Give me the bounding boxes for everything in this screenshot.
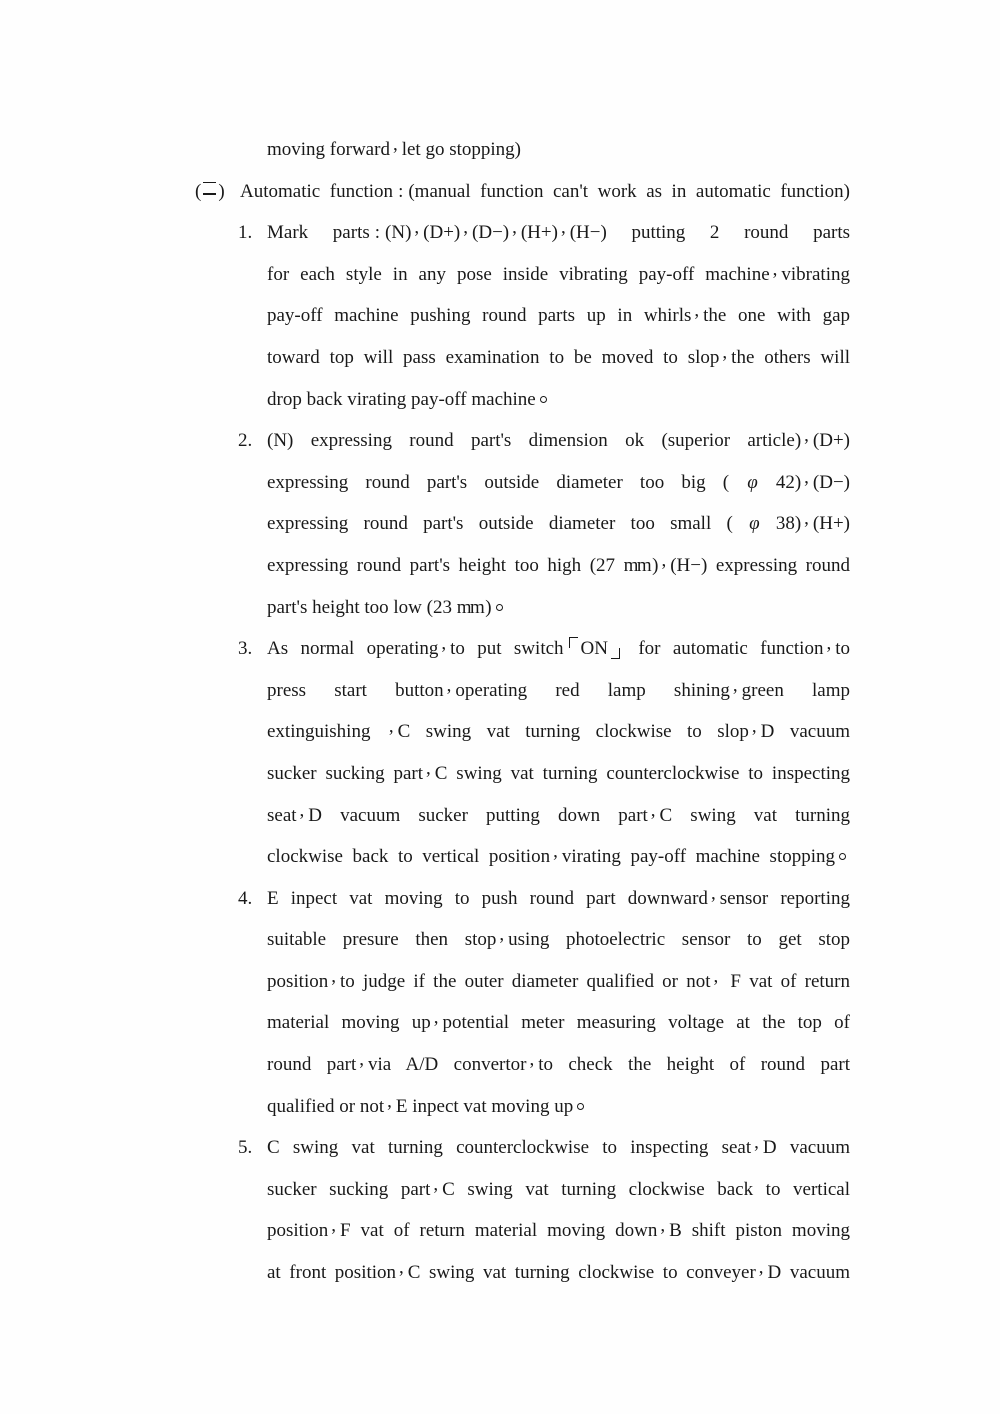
fullwidth-colon-glyph: :	[374, 222, 381, 244]
phi-glyph: φ	[749, 513, 760, 535]
fullwidth-comma-glyph: ,	[826, 633, 832, 655]
square-mm-glyph: mm	[456, 596, 484, 618]
fullwidth-comma-glyph: ,	[772, 258, 778, 280]
section-title: Automatic function : (manual function can't work as in automatic function)	[240, 171, 850, 213]
fullwidth-comma-glyph: ,	[529, 1049, 535, 1071]
list-item-1	[238, 212, 851, 420]
fullwidth-colon-glyph: :	[398, 180, 404, 202]
item-line: at front position , C swing vat turning clockwise to conveyer , D vacuum	[267, 1252, 850, 1294]
item-line: (N) expressing round part's dimension ok (superior article) , (D+)	[267, 420, 850, 462]
item-line: drop back virating pay-off machine	[267, 379, 850, 421]
item-line: round part , via A/D convertor , to check the height of round part	[267, 1044, 850, 1086]
fullwidth-comma-glyph: ,	[804, 466, 809, 488]
section-marker: ( )	[195, 180, 225, 202]
continuation-line: moving forward , let go stopping)	[267, 129, 850, 171]
fullwidth-comma-glyph: ,	[359, 1049, 364, 1071]
ideographic-period-glyph	[839, 853, 846, 860]
item-line: position , F vat of return material moving down , B shift piston moving	[267, 1210, 850, 1252]
fullwidth-comma-glyph: ,	[388, 716, 394, 738]
fullwidth-comma-glyph: ,	[661, 549, 667, 571]
list-item-3	[238, 628, 851, 878]
list-item-5	[238, 1127, 850, 1293]
fullwidth-comma-glyph: ,	[426, 757, 431, 779]
item-line: clockwise back to vertical position , virating pay-off machine stopping	[267, 836, 850, 878]
ideographic-period-glyph	[540, 396, 547, 403]
item-line: As normal operating , to put switch ON for automatic function , to	[267, 628, 850, 670]
item-line: expressing round part's outside diameter too big ( φ 42) , (D−)	[267, 462, 850, 504]
item-number: 2.	[238, 430, 253, 452]
item-line: expressing round part's height too high (27 mm ) , (H−) expressing round	[267, 545, 850, 587]
square-mm-glyph: mm	[623, 554, 651, 576]
fullwidth-comma-glyph: ,	[433, 1007, 439, 1029]
item-line: seat , D vacuum sucker putting down part , C swing vat turning	[267, 795, 850, 837]
ideographic-period-glyph	[577, 1103, 584, 1110]
fullwidth-comma-glyph: ,	[660, 1215, 666, 1237]
fullwidth-comma-glyph: ,	[758, 1257, 764, 1279]
fullwidth-comma-glyph: ,	[650, 799, 656, 821]
fullwidth-comma-glyph: ,	[299, 799, 305, 821]
fullwidth-comma-glyph: ,	[713, 965, 719, 987]
item-line: press start button , operating red lamp shining , green lamp	[267, 670, 850, 712]
fullwidth-comma-glyph: ,	[804, 508, 809, 530]
item-number: 4.	[238, 887, 253, 909]
fullwidth-comma-glyph: ,	[694, 300, 700, 322]
item-line: extinguishing , C swing vat turning clockwise to slop , D vacuum	[267, 711, 850, 753]
fullwidth-comma-glyph: ,	[331, 965, 336, 987]
item-number: 3.	[238, 638, 253, 660]
continuation-paragraph	[267, 129, 850, 171]
fullwidth-comma-glyph: ,	[392, 134, 398, 155]
item-line: sucker sucking part , C swing vat turning clockwise back to vertical	[267, 1169, 850, 1211]
fullwidth-comma-glyph: ,	[751, 716, 757, 738]
item-line: position , to judge if the outer diameter qualified or not , F vat of return	[267, 961, 850, 1003]
corner-bracket-close-glyph	[611, 648, 620, 659]
item-line: suitable presure then stop , using photoelectric sensor to get stop	[267, 919, 850, 961]
fullwidth-comma-glyph: ,	[399, 1257, 404, 1279]
fullwidth-comma-glyph: ,	[754, 1132, 759, 1154]
item-line: toward top will pass examination to be moved to slop , the others will	[267, 337, 850, 379]
fullwidth-comma-glyph: ,	[804, 425, 809, 447]
fullwidth-comma-glyph: ,	[331, 1215, 336, 1237]
item-line: part's height too low (23 mm )	[267, 587, 850, 629]
list-item-4	[238, 878, 851, 1128]
corner-bracket-open-glyph	[569, 637, 578, 648]
han-two-glyph	[203, 182, 216, 195]
fullwidth-comma-glyph: ,	[553, 841, 558, 863]
item-line: qualified or not , E inpect vat moving up	[267, 1086, 850, 1128]
fullwidth-comma-glyph: ,	[499, 924, 505, 946]
enumeration-comma-glyph: ,	[512, 217, 517, 239]
fullwidth-comma-glyph: ,	[732, 674, 738, 696]
list-item-2	[238, 420, 850, 628]
enumeration-comma-glyph: ,	[560, 217, 566, 239]
fullwidth-comma-glyph: ,	[710, 882, 716, 904]
fullwidth-comma-glyph: ,	[387, 1090, 392, 1112]
item-line: pay-off machine pushing round parts up in whirls , the one with gap	[267, 295, 850, 337]
document-body	[0, 129, 1000, 1294]
ideographic-period-glyph	[496, 604, 503, 611]
item-line: Mark parts : (N) , (D+) , (D−) , (H+) , (H−) putting 2 round parts	[267, 212, 850, 254]
item-line: material moving up , potential meter measuring voltage at the top of	[267, 1002, 850, 1044]
item-line: for each style in any pose inside vibrating pay-off machine , vibrating	[267, 254, 850, 296]
item-line: C swing vat turning counterclockwise to inspecting seat , D vacuum	[267, 1127, 850, 1169]
fullwidth-comma-glyph: ,	[722, 341, 728, 363]
item-number: 1.	[238, 222, 253, 244]
item-line: E inpect vat moving to push round part downward , sensor reporting	[267, 878, 850, 920]
phi-glyph: φ	[747, 471, 758, 493]
fullwidth-comma-glyph: ,	[441, 633, 447, 655]
item-number: 5.	[238, 1137, 253, 1159]
fullwidth-comma-glyph: ,	[433, 1173, 439, 1195]
enumeration-comma-glyph: ,	[414, 217, 420, 239]
fullwidth-comma-glyph: ,	[446, 674, 452, 696]
item-line: sucker sucking part , C swing vat turning counterclockwise to inspecting	[267, 753, 850, 795]
section-heading	[195, 171, 850, 213]
item-line: expressing round part's outside diameter too small ( φ 38) , (H+)	[267, 503, 850, 545]
enumeration-comma-glyph: ,	[463, 217, 469, 239]
